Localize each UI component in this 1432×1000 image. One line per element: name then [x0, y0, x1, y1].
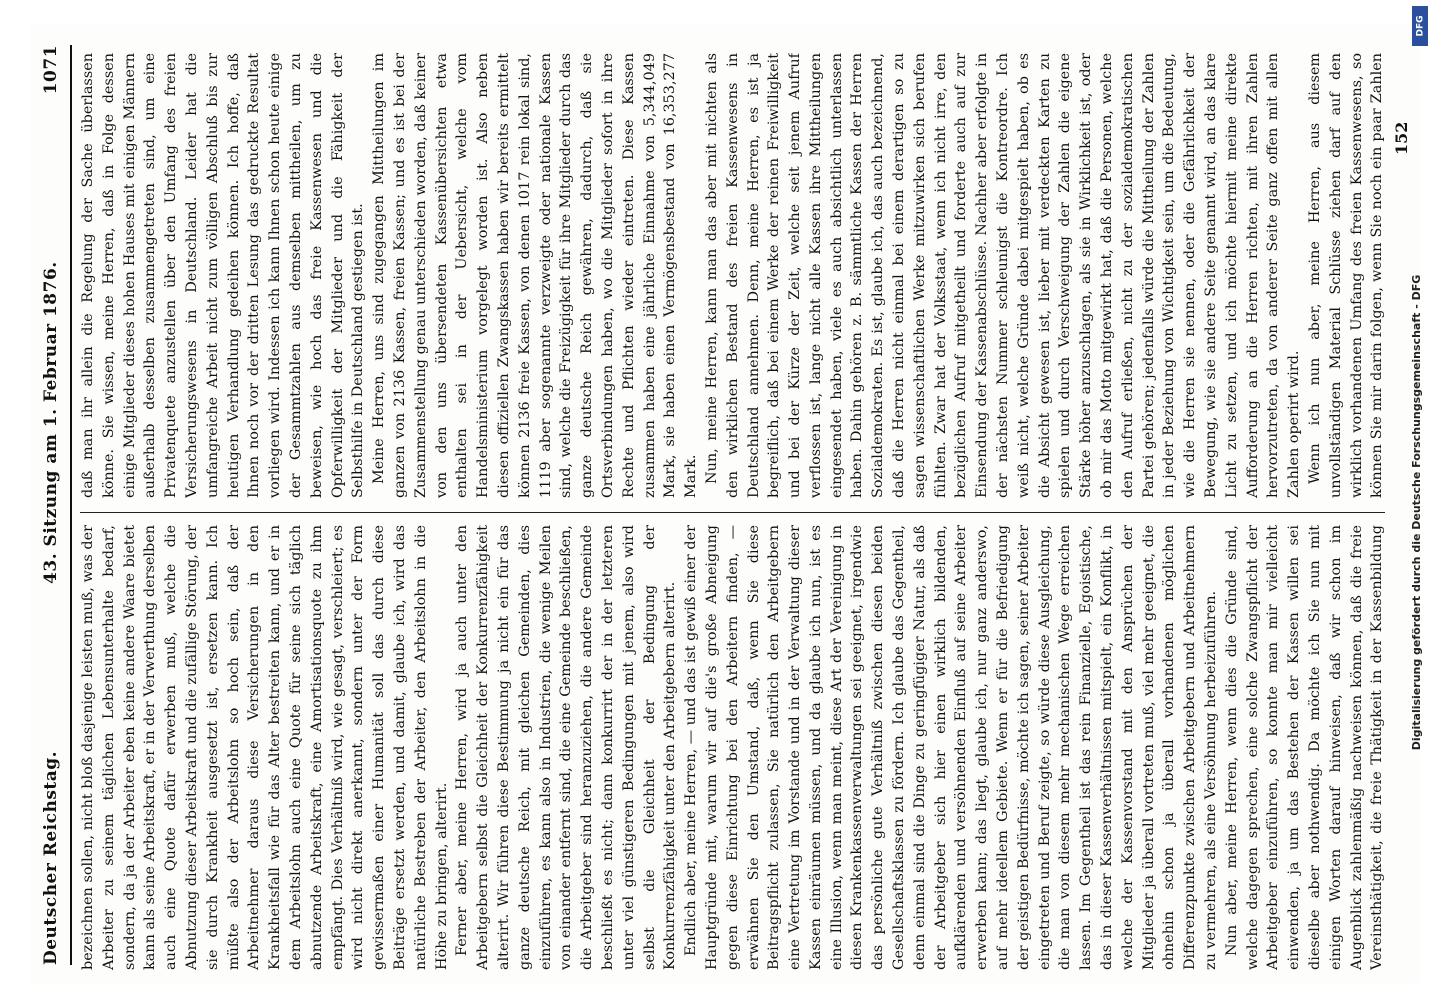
paragraph: Wenn ich nun aber, meine Herren, aus diesem unvollständigen Material Schlüsse ziehen darf auf den wirklich vorhandenen Umfang des freien Kassenwesens, so können Sie mir darin folgen, wenn Sie noch ein paar Zahlen	[1307, 53, 1386, 498]
paragraph: bezeichnen sollen, nicht bloß dasjenige leisten muß, was der Arbeiter zu seinem täglichen Lebensunterhalte bedarf, sondern, da ja der Arbeiter eben keine andere Waare bietet kann als seine Arbeitskraft, er in der Verwerthung derselben auch eine Quote dafür erwerben muß, welche die Abnutzung dieser Arbeitskraft und die zufällige Störung, der sie durch Krankheit ausgesetzt ist, ersetzen kann. Ich müßte also der Arbeitslohn so hoch sein, daß der Arbeitnehmer daraus diese Versicherungen in den Krankheitsfall wie für das Alter bestreiten kann, und er in dem Arbeitslohn auch eine Quote für seine sich täglich abnutzende Arbeitskraft, eine Amortisationsquote zu ihm empfängt. Dies Verhältniß wird, wie gesagt, verschleiert; es wird nicht direkt anerkannt, sondern unter der Form gewissermaßen einer Humanität soll das durch diese Beiträge ersetzt werden, und damit, glaube ich, wird das natürliche Bestreben der Arbeiter, den Arbeitslohn in die Höhe zu bringen, alterirt.	[80, 525, 450, 970]
header-page-number: 1071	[41, 45, 61, 95]
text-column-right	[78, 53, 1388, 498]
dfg-logo	[1412, 6, 1428, 46]
dfg-logo-text: DFG	[1415, 15, 1426, 37]
text-column-left	[78, 525, 1388, 970]
paragraph: Endlich aber, meine Herren, — und das ist gewiß einer der Hauptgründe mit, warum wir auf die's große Abneigung gegen diese Einrichtung bei den Arbeitern finden, — erwähnen Sie den Umstand, daß, wenn Sie diese Beitragspflicht zulassen, Sie natürlich den Arbeitgebern eine Vertretung im Vorstande und in der Verwaltung dieser Kassen einräumen müssen, und da glaube ich nun, ist es eine Illusion, wenn man meint, diese Art der Vereinigung in diesen Krankenkassenverwaltungen sei geeignet, irgendwie das persönliche gute Verhältniß zwischen diesen beiden Gesellschaftsklassen zu fördern. Ich glaube das Gegentheil, denn einmal sind die Dinge zu geringfügiger Natur, als daß der Arbeitgeber sich hier einen wirklich bildenden, aufklärenden und versöhnenden Einfluß auf seine Arbeiter erwerben kann; das liegt, glaube ich, nur ganz anderswo, auf mehr ideellem Gebiete. Wenn er für die Befriedigung der geistigen Bedürfnisse, möchte ich sagen, seiner Arbeiter eingetreten und Beruf zeigte, so würde diese Ausgleichung, die man von diesem mehr mechanischen Wege erreichen lassen. Im Gegentheil ist das rein Finanzielle, Egoistische, das in dieser Kassenverhältnissen mitspielt, ein Konflikt, in welche der Kassenvorstand mit den Ansprüchen der Mitglieder ja überall vortreten muß, viel mehr geeignet, die ohnehin schon ja überall vorhandenen möglichen Differenzpunkte zwischen Arbeitgebern und Arbeitnehmern zu vermehren, als eine Versöhnung herbeizuführen.	[683, 525, 1220, 970]
header-session-title: 43. Sitzung am 1. Februar 1876.	[41, 261, 61, 584]
header-rule	[70, 45, 72, 965]
header-left-title: Deutscher Reichstag.	[41, 750, 61, 965]
signature-mark: 152	[1392, 121, 1411, 155]
paragraph: Meine Herren, uns sind zugegangen Mittheilungen im ganzen von 2136 Kassen, freien Kassen; und es ist bei der Zusammenstellung genau unterschieden worden, daß keiner von den uns übersendeten Kassenübersichten etwa enthalten sei in der Uebersicht, welche vom Handelsministerium vorgelegt worden ist. Also neben diesen offiziellen Zwangskassen haben wir bereits ermittelt können 2136 freie Kassen, von denen 1017 rein lokal sind, 1119 aber sogenannte verzweigte oder nationale Kassen sind, welche die Freizügigkeit für ihre Mitglieder durch das ganze deutsche Reich gewähren, dadurch, daß sie Ortsverbindungen haben, wo die Mitglieder sofort in ihre Rechte und Pflichten wieder eintreten. Diese Kassen zusammen haben eine jährliche Einnahme von 5,344,049 Mark, sie haben einen Vermögensbestand von 16,353,277 Mark.	[371, 53, 700, 498]
column-divider	[80, 512, 1385, 513]
rotated-document-page	[30, 25, 1420, 985]
page-header	[34, 45, 68, 965]
digitization-credit: Digitalisierung gefördert durch die Deutsche Forschungsgemeinschaft - DFG	[1410, 274, 1423, 751]
paragraph: Nun, meine Herren, kann man das aber mit nichten als den wirklichen Bestand des freien Kassenwesens in Deutschland annehmen. Denn, meine Herren, es ist ja begreiflich, daß bei einem Werke der reinen Freiwilligkeit und bei der Kürze der Zeit, welche seit jenem Aufruf verflossen ist, lange nicht alle Kassen ihre Mittheilungen eingesendet haben, viele es auch absichtlich unterlassen haben. Dahin gehören z. B. sämmtliche Kassen der Herren Sozialdemokraten. Es ist, glaube ich, das auch bezeichnend, daß die Herren nicht einmal bei einem derartigen so zu sagen wissenschaftlichen Werke mitzuwirken sich berufen fühlten. Zwar hat der Volksstaat, wenn ich nicht irre, den bezüglichen Aufruf mitgetheilt und forderte auch auf zur Einsendung der Kassenabschlüsse. Nachher aber erfolgte in der nächsten Nummer schleunigst die Kontreordre. Ich weiß nicht, welche Gründe dabei mitgespielt haben, ob es die Absicht gewesen ist, lieber mit verdeckten Karten zu spielen und durch Verschweigung der Zahlen die eigene Stärke höher anzuschlagen, als sie in Wirklichkeit ist, oder ob mir das Motto mitgewirkt hat, daß die Personen, welche den Aufruf erließen, nicht zu der sozialdemokratischen Partei gehören; jedenfalls würde die Mittheilung der Zahlen in jeder Beziehung von Wichtigkeit sein, um die Bedeutung, wie die Herren sie nennen, oder die Gefährlichkeit der Bewegung, wie sie andere Seite genannt wird, an das klare Licht zu setzen, und ich möchte hiermit meine direkte Aufforderung an die Herren richten, mit ihren Zahlen hervorzutreten, da von anderer Seite ganz offen mit allen Zahlen operirt wird.	[703, 53, 1303, 498]
paragraph: daß man ihr allein die Regelung der Sache überlassen könne. Sie wissen, meine Herren, daß in Folge dessen einige Mitglieder dieses hohen Hauses mit einigen Männern außerhalb desselben zusammengetreten sind, um eine Privatenquete anzustellen über den Umfang des freien Versicherungswesens in Deutschland. Leider hat die umfangreiche Arbeit nicht zum völligen Abschluß bis zur heutigen Verhandlung gedeihen können. Ich hoffe, daß Ihnen noch vor der dritten Lesung das gedruckte Resultat vorliegen wird. Indessen ich kann Ihnen schon heute einige der Gesammtzahlen aus demselben mittheilen, um zu beweisen, wie hoch das freie Kassenwesen und die Opferwilligkeit der Mitglieder und die Fähigkeit der Selbsthilfe in Deutschland gestiegen ist.	[80, 53, 367, 498]
paragraph: Nun aber, meine Herren, wenn dies die Gründe sind, welche dagegen sprechen, eine solche Zwangspflicht der Arbeitgeber einzuführen, so konnte man mir vielleicht einwenden, ja um das Bestehen der Kassen willen sei dieselbe aber nothwendig. Da möchte ich Sie nun mit einigen Worten darauf hinweisen, daß wir schon im Augenblick zahlenmäßig nachweisen können, daß die freie Vereinsthätigkeit, die freie Thätigkeit in der Kassenbildung	[1223, 525, 1386, 970]
paragraph: Ferner aber, meine Herren, wird ja auch unter den Arbeitgebern selbst die Gleichheit der Konkurrenzfähigkeit alterirt. Wir führen diese Bestimmung ja nicht ein für das ganze deutsche Reich, mit gleichen Gemeinden, dies einzuführen, es kann also in Industrien, die wenige Meilen von einander entfernt sind, die eine Gemeinde beschließen, die Arbeitgeber sind heranzuziehen, die andere Gemeinde beschließt es nicht; dann konkurrirt der in der letzteren unter viel günstigeren Bedingungen mit jenem, also wird selbst die Gleichheit der Bedingung der Konkurrenzfähigkeit unter den Arbeitgebern alterirt.	[454, 525, 679, 970]
